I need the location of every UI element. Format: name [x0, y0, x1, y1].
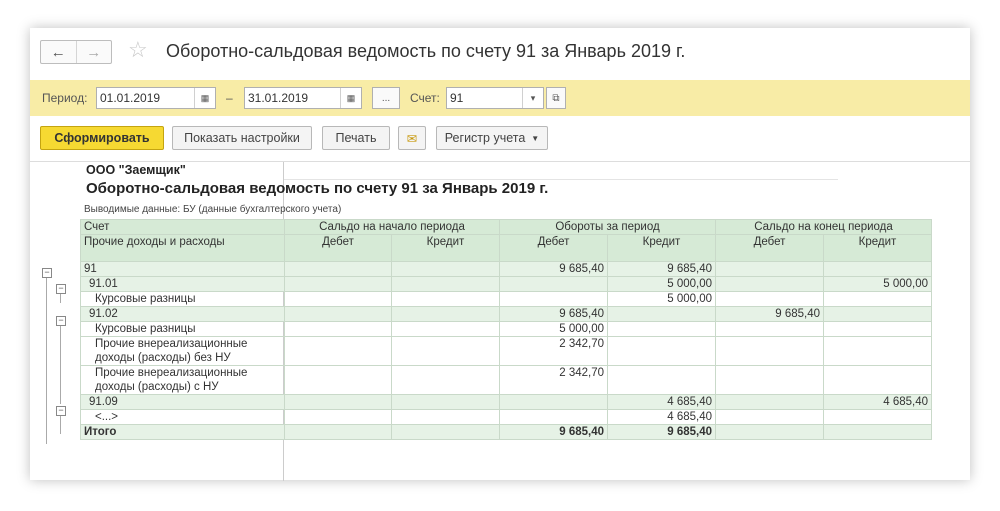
table-row[interactable] [81, 262, 932, 277]
amount-cell: 5 000,00 [500, 322, 608, 337]
header-closing: Сальдо на конец периода [716, 220, 932, 235]
date-from-value: 01.01.2019 [100, 91, 161, 105]
header-debit: Дебет [500, 235, 608, 262]
dropdown-arrow-icon[interactable]: ▾ [522, 88, 543, 108]
amount-cell [285, 277, 392, 292]
header-credit: Кредит [824, 235, 932, 262]
total-amount-cell: 9 685,40 [500, 425, 608, 440]
amount-cell [716, 262, 824, 277]
table-row[interactable] [81, 307, 932, 322]
header-debit: Дебет [285, 235, 392, 262]
total-amount-cell [392, 425, 500, 440]
page-title: Оборотно-сальдовая ведомость по счету 91 за Январь 2019 г. [166, 41, 686, 61]
amount-cell [824, 410, 932, 425]
amount-cell [392, 366, 500, 395]
report-table [80, 219, 932, 440]
subheader-row [81, 235, 932, 262]
amount-cell [285, 366, 392, 395]
date-to-value: 31.01.2019 [248, 91, 309, 105]
amount-cell [285, 292, 392, 307]
generate-button[interactable]: Сформировать [40, 126, 164, 150]
period-select-button[interactable]: ... [372, 87, 400, 109]
register-label: Регистр учета [444, 131, 526, 145]
amount-cell [500, 395, 608, 410]
period-dash: – [226, 91, 233, 105]
table-row[interactable] [81, 277, 932, 292]
tree-line [60, 326, 61, 404]
amount-cell [824, 262, 932, 277]
amount-cell: 2 342,70 [500, 366, 608, 395]
total-amount-cell: 9 685,40 [608, 425, 716, 440]
amount-cell [392, 277, 500, 292]
account-cell: Прочие внереализационные доходы (расходы) с НУ [81, 366, 285, 395]
account-cell: Курсовые разницы [81, 292, 285, 307]
header-credit: Кредит [392, 235, 500, 262]
amount-cell: 5 000,00 [824, 277, 932, 292]
header-credit: Кредит [608, 235, 716, 262]
amount-cell: 4 685,40 [608, 410, 716, 425]
amount-cell [392, 322, 500, 337]
amount-cell [285, 395, 392, 410]
amount-cell: 9 685,40 [500, 262, 608, 277]
amount-cell [285, 322, 392, 337]
open-link-icon[interactable]: ⧉ [546, 87, 566, 109]
account-label: Счет: [410, 91, 440, 105]
table-body [81, 262, 932, 440]
amount-cell [392, 410, 500, 425]
amount-cell [392, 292, 500, 307]
org-header-box [284, 162, 838, 180]
amount-cell: 4 685,40 [824, 395, 932, 410]
header-turnover: Обороты за период [500, 220, 716, 235]
amount-cell [608, 366, 716, 395]
table-row[interactable] [81, 337, 932, 366]
total-label: Итого [81, 425, 285, 440]
table-row[interactable] [81, 366, 932, 395]
star-icon[interactable]: ☆ [128, 37, 148, 62]
total-amount-cell [824, 425, 932, 440]
header-debit: Дебет [716, 235, 824, 262]
print-button[interactable]: Печать [322, 126, 390, 150]
report-window [30, 28, 970, 480]
account-field[interactable] [446, 87, 544, 109]
toolbar [30, 124, 970, 158]
account-cell: 91 [81, 262, 285, 277]
amount-cell: 5 000,00 [608, 277, 716, 292]
amount-cell: 5 000,00 [608, 292, 716, 307]
amount-cell [824, 292, 932, 307]
arrow-right-icon: → [86, 43, 102, 61]
amount-cell [608, 337, 716, 366]
amount-cell [716, 366, 824, 395]
period-label: Период: [42, 91, 88, 105]
nav-buttons [40, 40, 112, 64]
total-row [81, 425, 932, 440]
amount-cell [824, 307, 932, 322]
amount-cell [716, 322, 824, 337]
table-row[interactable] [81, 322, 932, 337]
report-title: Оборотно-сальдовая ведомость по счету 91 за Январь 2019 г. [86, 180, 549, 197]
chevron-down-icon: ▼ [531, 133, 540, 143]
amount-cell [608, 322, 716, 337]
amount-cell: 9 685,40 [608, 262, 716, 277]
table-row[interactable] [81, 395, 932, 410]
amount-cell [608, 307, 716, 322]
amount-cell [824, 366, 932, 395]
amount-cell [500, 277, 608, 292]
date-from-field[interactable] [96, 87, 216, 109]
amount-cell [500, 292, 608, 307]
amount-cell [285, 410, 392, 425]
arrow-left-icon: ← [50, 43, 66, 61]
amount-cell [392, 307, 500, 322]
title-bar [30, 28, 970, 80]
account-cell: <...> [81, 410, 285, 425]
forward-button[interactable] [76, 41, 112, 63]
amount-cell [716, 337, 824, 366]
tree-line [46, 278, 47, 444]
table-row[interactable] [81, 292, 932, 307]
header-row [81, 220, 932, 235]
collapse-toggle-91[interactable]: − [42, 268, 52, 278]
amount-cell: 4 685,40 [608, 395, 716, 410]
amount-cell [716, 410, 824, 425]
account-cell: Курсовые разницы [81, 322, 285, 337]
report-note: Выводимые данные: БУ (данные бухгалтерского учета) [84, 204, 342, 215]
amount-cell [285, 307, 392, 322]
amount-cell: 9 685,40 [716, 307, 824, 322]
amount-cell [500, 410, 608, 425]
header-account: Счет [81, 220, 285, 235]
amount-cell [285, 337, 392, 366]
account-cell: Прочие внереализационные доходы (расходы) без НУ [81, 337, 285, 366]
amount-cell [392, 337, 500, 366]
amount-cell [716, 395, 824, 410]
amount-cell [824, 322, 932, 337]
amount-cell [285, 262, 392, 277]
amount-cell [716, 277, 824, 292]
account-value: 91 [450, 91, 464, 105]
back-button[interactable] [41, 41, 76, 63]
envelope-icon[interactable]: ✉ [398, 126, 426, 150]
show-settings-button[interactable]: Показать настройки [172, 126, 312, 150]
amount-cell: 2 342,70 [500, 337, 608, 366]
header-opening: Сальдо на начало периода [285, 220, 500, 235]
amount-cell [716, 292, 824, 307]
total-amount-cell [716, 425, 824, 440]
account-cell: 91.09 [81, 395, 285, 410]
account-cell: 91.01 [81, 277, 285, 292]
date-to-field[interactable] [244, 87, 362, 109]
amount-cell [392, 395, 500, 410]
collapse-toggle-91-02[interactable]: − [56, 316, 66, 326]
calendar-icon[interactable]: ▦ [194, 88, 215, 108]
organization-name: ООО "Заемщик" [86, 163, 186, 177]
collapse-toggle-91-01[interactable]: − [56, 284, 66, 294]
register-dropdown-button[interactable] [436, 126, 548, 150]
table-row[interactable] [81, 410, 932, 425]
amount-cell: 9 685,40 [500, 307, 608, 322]
amount-cell [392, 262, 500, 277]
tree-line [60, 416, 61, 434]
filter-bar [30, 80, 970, 116]
amount-cell [824, 337, 932, 366]
total-amount-cell [285, 425, 392, 440]
report-area [30, 161, 970, 481]
calendar-icon[interactable]: ▦ [340, 88, 361, 108]
tree-line [60, 294, 61, 303]
account-cell: 91.02 [81, 307, 285, 322]
collapse-toggle-91-09[interactable]: − [56, 406, 66, 416]
header-account-sub: Прочие доходы и расходы [81, 235, 285, 262]
